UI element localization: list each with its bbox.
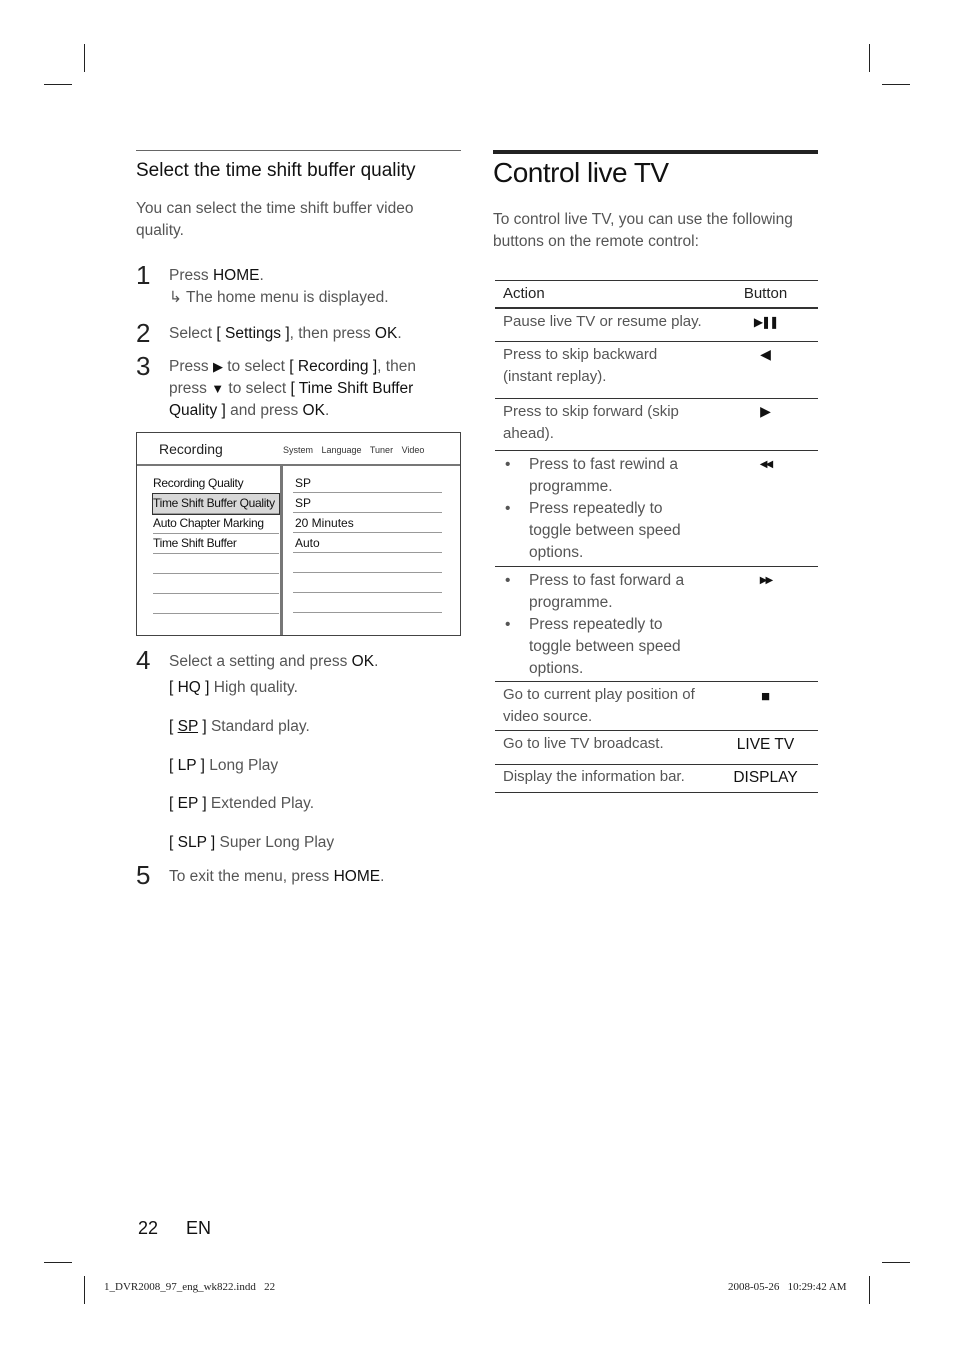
fast-forward-icon: ▶▶ [759, 575, 772, 586]
bullet-item: • Press repeatedly to toggle between speed options. [503, 498, 693, 564]
right-arrow-icon: ▶ [212, 359, 223, 374]
menu-item-recording-quality[interactable]: Recording Quality [153, 474, 279, 494]
menu-item-time-shift-buffer[interactable]: Time Shift Buffer [153, 534, 279, 554]
step-5-text: To exit the menu, press HOME. [169, 868, 385, 885]
option-sp: [ SP ] Standard play. [169, 718, 310, 735]
menu-divider [280, 466, 283, 635]
step-number: 3 [136, 351, 151, 381]
crop-mark [882, 1262, 910, 1263]
table-row: Press to skip backward (instant replay). ◀ [495, 342, 818, 399]
menu-value: SP [293, 474, 442, 493]
menu-value: Auto [293, 534, 442, 553]
step-2-text: Select [ Settings ], then press OK. [169, 325, 402, 342]
recording-menu [136, 432, 461, 636]
page-number: 22 [138, 1218, 159, 1238]
rewind-icon: ◀◀ [759, 459, 772, 470]
menu-empty-row [153, 614, 279, 633]
result-arrow-icon: ↳ [169, 289, 182, 306]
menu-item-auto-chapter-marking[interactable]: Auto Chapter Marking [153, 514, 279, 534]
menu-empty-value [293, 594, 442, 613]
crop-mark [882, 84, 910, 85]
table-row [495, 451, 818, 567]
header-action: Action [503, 285, 545, 302]
skip-back-icon: ◀ [760, 346, 771, 362]
play-pause-icon: ▶❚❚ [753, 315, 778, 329]
header-button: Button [743, 285, 788, 302]
table-row [495, 567, 818, 682]
step-number: 2 [136, 318, 151, 348]
menu-empty-value [293, 574, 442, 593]
menu-title: Recording [159, 441, 223, 457]
crop-mark [44, 1262, 72, 1263]
step-4-text: Select a setting and press OK. [169, 653, 379, 670]
option-lp: [ LP ] Long Play [169, 757, 279, 774]
step-3-text: Press ▶ to select [ Recording ], then press ▼ to select [ Time Shift Buffer Quality ] and press OK. [169, 358, 416, 419]
step-number: 4 [136, 645, 151, 675]
control-table [495, 280, 818, 793]
display-button: DISPLAY [733, 769, 798, 786]
live-tv-button: LIVE TV [736, 736, 795, 753]
crop-mark [84, 44, 85, 72]
bullet-item: • Press to fast forward a programme. [503, 570, 693, 614]
option-ep: [ EP ] Extended Play. [169, 795, 315, 812]
print-timestamp: 2008-05-26 10:29:42 AM [728, 1281, 847, 1293]
bullet-item: • Press to fast rewind a programme. [503, 454, 693, 498]
crop-mark [869, 1276, 870, 1304]
file-slug: 1_DVR2008_97_eng_wk822.indd 22 [104, 1281, 276, 1293]
down-arrow-icon: ▼ [211, 381, 225, 396]
page-title: Control live TV [493, 157, 669, 188]
title-rule [493, 150, 818, 154]
menu-value: SP [293, 494, 442, 513]
menu-header [137, 433, 460, 466]
control-intro: To control live TV, you can use the following buttons on the remote control: [493, 211, 793, 250]
table-row: Display the information bar. DISPLAY [495, 765, 818, 793]
menu-empty-row [153, 574, 279, 594]
step-1-text: Press HOME. ↳ The home menu is displayed. [169, 267, 389, 306]
step-number: 5 [136, 860, 151, 890]
crop-mark [869, 44, 870, 72]
step-number: 1 [136, 260, 151, 290]
menu-empty-value [293, 554, 442, 573]
crop-mark [84, 1276, 85, 1304]
menu-tabs: System Language Tuner Video [283, 445, 425, 455]
section-intro: You can select the time shift buffer video quality. [136, 200, 414, 239]
table-row: Press to skip forward (skip ahead). ▶ [495, 399, 818, 451]
menu-value: 20 Minutes [293, 514, 442, 533]
table-row: Go to live TV broadcast. LIVE TV [495, 731, 818, 765]
option-hq: [ HQ ] High quality. [169, 679, 298, 696]
bullet-item: • Press repeatedly to toggle between speed options. [503, 614, 693, 680]
stop-icon: ■ [760, 688, 771, 705]
table-row: Pause live TV or resume play. ▶❚❚ [495, 309, 818, 342]
skip-forward-icon: ▶ [760, 403, 771, 419]
option-slp: [ SLP ] Super Long Play [169, 834, 335, 851]
table-row: Go to current play position of video source. ■ [495, 682, 818, 731]
menu-item-time-shift-buffer-quality[interactable]: Time Shift Buffer Quality [153, 494, 279, 514]
section-title: Select the time shift buffer quality [136, 160, 416, 181]
table-header [495, 280, 818, 308]
menu-empty-row [153, 594, 279, 614]
language-code: EN [186, 1218, 212, 1238]
section-rule [136, 150, 461, 151]
menu-empty-row [153, 554, 279, 574]
crop-mark [44, 84, 72, 85]
